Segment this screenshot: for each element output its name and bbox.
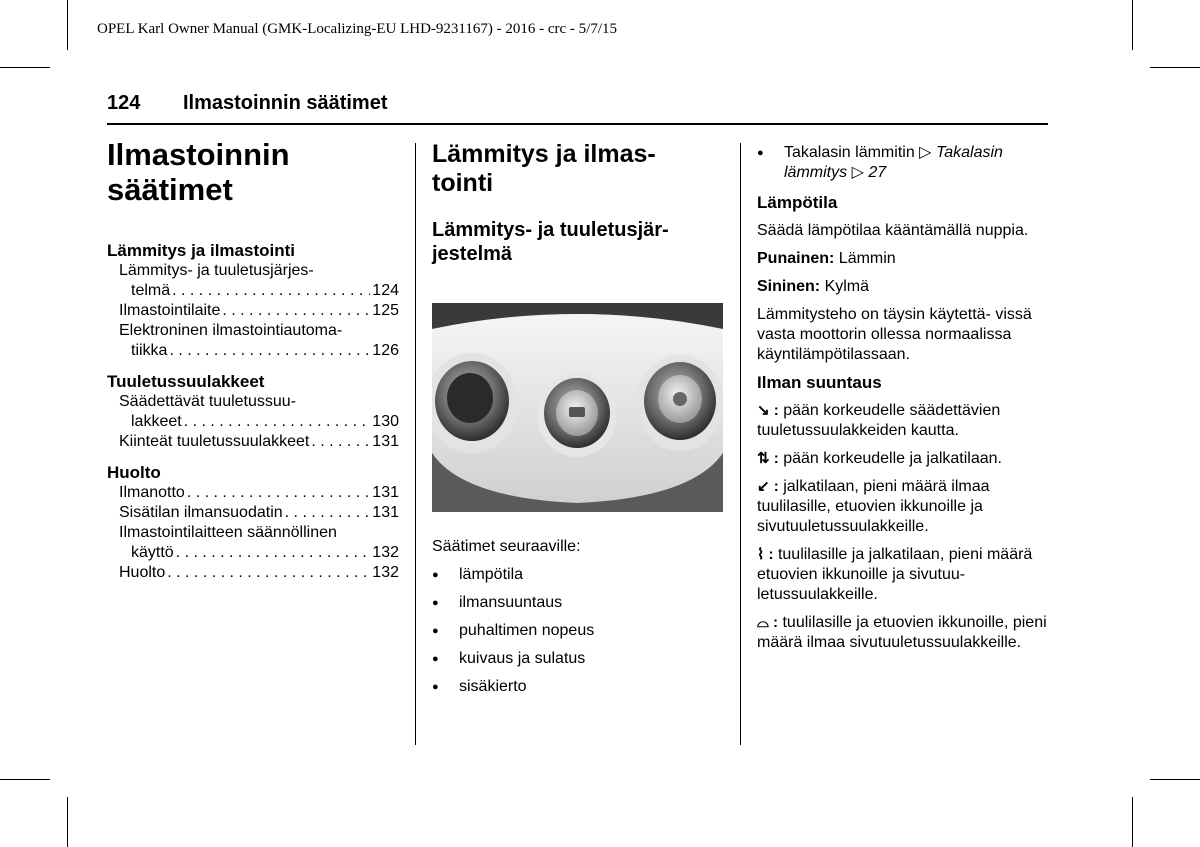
list-item: ● Takalasin lämmitin ▷ Takalasin lämmitys ▷ 27	[757, 143, 1057, 183]
cross-reference[interactable]: Takalasin lämmitys	[784, 144, 1003, 181]
toc-entry[interactable]: Ilmastointilaite . . . 125	[107, 301, 399, 321]
crop-mark	[1150, 779, 1200, 780]
control-list	[432, 565, 722, 705]
triangle-right-outline-icon: ▷	[919, 144, 932, 161]
air-mode-defrost: ⌓ : tuulilasille ja etuovien ikkunoille, pieni määrä ilmaa sivutuuletussuulakkeille.	[757, 614, 1047, 651]
section-heading: Lämmitys ja ilmas- tointi	[432, 140, 656, 197]
blue-setting: Sininen: Kylmä	[757, 278, 870, 295]
windshield-defrost-icon: ⌓ :	[757, 614, 779, 631]
air-distribution-heading: Ilman suuntaus	[757, 373, 882, 392]
crop-mark	[67, 797, 68, 847]
toc-entry[interactable]: Kiinteät tuuletussuulakkeet . . . 131	[107, 432, 399, 452]
header-rule	[107, 123, 1048, 125]
toc-entry[interactable]: Säädettävät tuuletussuu- lakkeet . . . 130	[107, 392, 399, 432]
toc-section-heading: Tuuletussuulakkeet	[107, 372, 265, 391]
temperature-text: Säädä lämpötilaa kääntämällä nuppia.	[757, 222, 1029, 239]
toc-entry[interactable]: Sisätilan ilmansuodatin . . . 131	[107, 503, 399, 523]
climate-control-panel-image	[432, 303, 723, 512]
toc-page-number: 131	[372, 504, 399, 521]
toc-entry[interactable]: Ilmanotto . . . 131	[107, 483, 399, 503]
air-mode-face: ↘︎ : pään korkeudelle säädettävien tuuletussuulakkeiden kautta.	[757, 402, 1001, 439]
chapter-title: Ilmastoinnin säätimet	[107, 137, 290, 207]
page-title: Ilmastoinnin säätimet	[183, 92, 388, 114]
triangle-right-outline-icon: ▷	[851, 164, 864, 181]
air-mode-floor-defrost: ⌇ : tuulilasille ja jalkatilaan, pieni määrä etuovien ikkunoille ja sivutuu- letussuulakkeille.	[757, 546, 1033, 603]
toc-entry[interactable]: Lämmitys- ja tuuletusjärjes- telmä . . . 124	[107, 261, 399, 301]
column-divider	[740, 143, 741, 745]
manual-info-line: OPEL Karl Owner Manual (GMK-Localizing-EU LHD-9231167) - 2016 - crc - 5/7/15	[97, 21, 617, 37]
toc-page-number: 132	[372, 544, 399, 561]
temperature-heading: Lämpötila	[757, 193, 838, 212]
table-of-contents	[107, 240, 399, 583]
intro-text: Säätimet seuraaville:	[432, 538, 581, 555]
list-item: ● sisäkierto	[432, 677, 722, 697]
toc-page-number: 126	[372, 342, 399, 359]
list-item: ● puhaltimen nopeus	[432, 621, 722, 641]
crop-mark	[1150, 67, 1200, 68]
air-feet-windshield-icon: ⌇ :	[757, 546, 774, 563]
toc-page-number: 131	[372, 484, 399, 501]
toc-entry[interactable]: Ilmastointilaitteen säännöllinen käyttö . . . 132	[107, 523, 399, 563]
cross-reference-page[interactable]: 27	[868, 164, 887, 181]
air-face-feet-icon: ⇅ :	[757, 450, 779, 467]
crop-mark	[0, 67, 50, 68]
air-feet-icon: ↙ :	[757, 478, 779, 495]
toc-page-number: 131	[372, 433, 399, 450]
column-3	[757, 143, 1057, 661]
column-divider	[415, 143, 416, 745]
subsection-heading: Lämmitys- ja tuuletusjär- jestelmä	[432, 219, 669, 265]
crop-mark	[67, 0, 68, 50]
air-face-icon: ↘︎ :	[757, 402, 779, 419]
toc-page-number: 124	[372, 282, 399, 299]
crop-mark	[1132, 0, 1133, 50]
toc-entry[interactable]: Elektroninen ilmastointiautoma- tiikka . . . 126	[107, 321, 399, 361]
list-item: ● lämpötila	[432, 565, 722, 585]
air-mode-floor: ↙ : jalkatilaan, pieni määrä ilmaa tuulilasille, etuovien ikkunoille ja sivutuuletussuulakkeille.	[757, 478, 990, 535]
heating-note: Lämmitysteho on täysin käytettä- vissä vasta moottorin ollessa normaalissa käyntilämpötilassaan.	[757, 306, 1032, 363]
air-mode-bilevel: ⇅ : pään korkeudelle ja jalkatilaan.	[757, 450, 1002, 467]
toc-page-number: 132	[372, 564, 399, 581]
toc-section-heading: Huolto	[107, 463, 161, 482]
page-number: 124	[107, 92, 141, 114]
list-item: ● kuivaus ja sulatus	[432, 649, 722, 669]
red-setting: Punainen: Lämmin	[757, 250, 896, 267]
crop-mark	[1132, 797, 1133, 847]
toc-page-number: 130	[372, 413, 399, 430]
toc-page-number: 125	[372, 302, 399, 319]
toc-entry[interactable]: Huolto . . . 132	[107, 563, 399, 583]
crop-mark	[0, 779, 50, 780]
toc-section-heading: Lämmitys ja ilmastointi	[107, 241, 295, 260]
list-item: ● ilmansuuntaus	[432, 593, 722, 613]
